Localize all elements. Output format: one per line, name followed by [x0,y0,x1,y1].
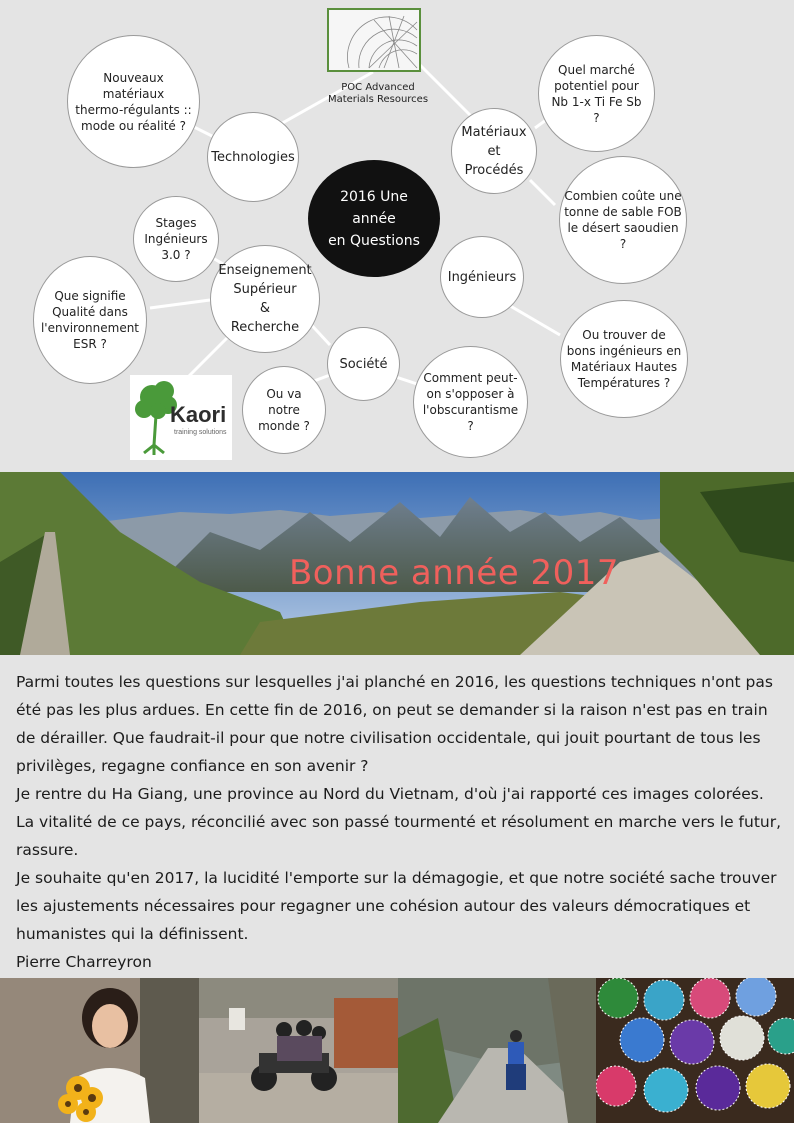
question-sable: Combien coûte une tonne de sable FOB le désert saoudien ? [559,156,687,284]
poc-logo-globe [327,8,421,72]
branch-enseignement: Enseignement Supérieur & Recherche [210,245,320,353]
photo-girl-sunflowers [0,978,199,1123]
greeting-title: Bonne année 2017 [288,553,620,593]
kaori-name: Kaori [170,402,227,427]
mindmap [0,0,794,472]
branch-ingenieurs: Ingénieurs [440,236,524,318]
globe-icon [329,10,419,70]
question-thermo: Nouveaux matériaux thermo-régulants :: mode ou réalité ? [67,35,200,168]
center-bubble: 2016 Une année en Questions [308,160,440,277]
photo-motorbike [199,978,398,1123]
branch-societe: Société [327,327,400,401]
kaori-logo [130,375,232,460]
poc-logo-label: POC Advanced Materials Resources [327,82,429,105]
photo-road-woman [398,978,596,1123]
question-qualite: Que signifie Qualité dans l'environnement ESR ? [33,256,147,384]
question-stages: Stages Ingénieurs 3.0 ? [133,196,219,282]
letter-body [16,668,786,976]
photo-strip [0,978,794,1123]
question-monde: Ou va notre monde ? [242,366,326,454]
kaori-tagline: training solutions [174,429,227,436]
photo-painted-bowls [596,978,794,1123]
letter-signature: Pierre Charreyron [16,953,152,971]
branch-materiaux: Matériaux et Procédés [451,108,537,194]
letter-paragraph-1: Parmi toutes les questions sur lesquelles j'ai planché en 2016, les questions techniques n'ont pas été pas les plus ardues. En cette fin de 2016, on peut se demander si la raison n'est pas en train de dérailler. Que faudrait-il pour que notre civilisation occidentale, qui jouit pourtant de tous les privilèges, regagne confiance en son avenir ? [16,673,773,775]
question-obscurantisme: Comment peut- on s'opposer à l'obscurantisme ? [413,346,528,458]
question-trouver: Ou trouver de bons ingénieurs en Matériaux Hautes Températures ? [560,300,688,418]
letter-paragraph-2: Je rentre du Ha Giang, une province au Nord du Vietnam, d'où j'ai rapporté ces images colorées. La vitalité de ce pays, réconcilié avec son passé tourmenté et résolument en marche vers le futur, rassure. [16,785,782,859]
question-marche: Quel marché potentiel pour Nb 1-x Ti Fe Sb ? [538,35,655,152]
letter-paragraph-3: Je souhaite qu'en 2017, la lucidité l'emporte sur la démagogie, et que notre société sache trouver les ajustements nécessaires pour regagner une cohésion autour des valeurs démocratiques et humanistes qui la définissent. [16,869,777,943]
branch-technologies: Technologies [207,112,299,202]
